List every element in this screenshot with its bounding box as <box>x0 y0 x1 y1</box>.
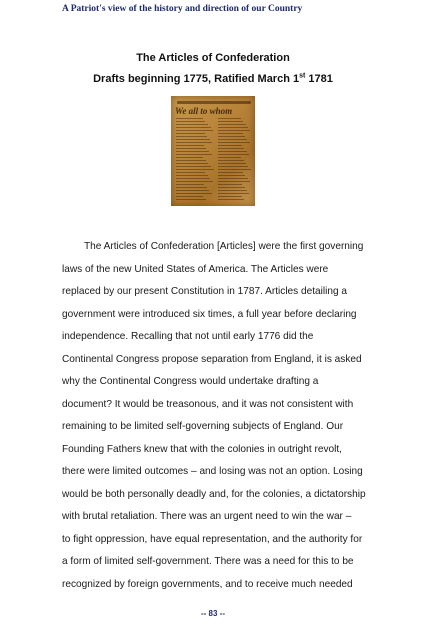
script-line <box>218 142 250 143</box>
script-line <box>176 175 208 176</box>
articles-document-image <box>171 96 255 206</box>
body-line: The Articles of Confederation [Articles] were the first governing <box>84 241 364 252</box>
script-line <box>176 160 206 161</box>
script-line <box>218 118 241 119</box>
script-line <box>176 124 208 125</box>
script-line <box>218 154 249 155</box>
script-line <box>218 169 251 170</box>
body-text <box>62 236 380 596</box>
body-line: would be both personally deadly and, for the colonies, a dictatorship <box>62 488 366 500</box>
script-line <box>218 178 248 179</box>
subtitle-superscript: st <box>299 72 306 80</box>
body-line: government were introduced six times, a full year before declaring <box>62 308 357 320</box>
script-line <box>176 145 204 146</box>
script-line <box>218 193 249 194</box>
script-line <box>218 145 242 146</box>
script-line <box>176 166 211 167</box>
script-line <box>218 184 242 185</box>
body-line: a form of limited self-government. There was a need for this to be <box>62 556 354 567</box>
body-line: Founding Fathers knew that with the colonies in outright revolt, <box>62 443 342 455</box>
body-line: why the Continental Congress would undertake drafting a <box>62 376 319 387</box>
script-line <box>218 187 245 188</box>
script-line <box>176 163 208 164</box>
page-number: -- 83 -- <box>201 609 225 618</box>
script-line <box>218 160 244 161</box>
document-text-column-right <box>218 118 251 202</box>
script-line <box>218 124 246 125</box>
script-line <box>176 133 205 134</box>
script-line <box>218 136 245 137</box>
script-line <box>176 127 211 128</box>
script-line <box>218 151 247 152</box>
script-line <box>218 130 250 131</box>
script-line <box>218 121 243 122</box>
script-line <box>218 172 243 173</box>
script-line <box>218 133 243 134</box>
subtitle-year: 1781 <box>305 73 333 85</box>
body-line: with brutal retaliation. There was an urgent need to win the war – <box>62 511 352 522</box>
script-line <box>176 139 210 140</box>
script-line <box>218 139 247 140</box>
script-line <box>176 148 206 149</box>
document-text-column-left <box>176 118 214 202</box>
script-line <box>176 130 213 131</box>
script-line <box>176 172 205 173</box>
script-line <box>176 178 210 179</box>
body-line: laws of the new United States of America. The Articles were <box>62 263 329 275</box>
script-line <box>176 121 205 122</box>
page-title: The Articles of Confederation <box>136 52 290 64</box>
script-line <box>176 136 207 137</box>
subtitle-main: Drafts beginning 1775, Ratified March 1 <box>93 73 300 85</box>
script-line <box>176 151 209 152</box>
script-line <box>176 193 212 194</box>
script-line <box>218 163 246 164</box>
script-line <box>218 148 244 149</box>
script-line <box>176 157 203 158</box>
script-line <box>176 184 204 185</box>
script-line <box>176 154 212 155</box>
script-line <box>176 181 213 182</box>
script-line <box>218 157 241 158</box>
script-line <box>218 190 247 191</box>
script-line <box>176 199 206 200</box>
body-line: recognized by foreign governments, and to receive much needed <box>62 578 353 590</box>
body-line: to fight oppression, have equal representation, and the authority for <box>62 533 363 545</box>
script-line <box>218 127 248 128</box>
script-line <box>218 181 250 182</box>
body-line: Continental Congress propose separation from England, it is asked <box>62 353 362 365</box>
script-line <box>176 187 207 188</box>
body-line: independence. Recalling that not until early 1776 did the <box>62 331 314 342</box>
script-line <box>218 196 242 197</box>
script-line <box>176 196 203 197</box>
document-heading-line <box>177 101 251 104</box>
script-line <box>176 142 212 143</box>
script-line <box>176 118 203 119</box>
script-line <box>176 169 214 170</box>
script-line <box>218 166 248 167</box>
body-line: there were limited outcomes – and losing was not an option. Losing <box>62 466 363 477</box>
body-line: remaining to be limited self-governing subjects of England. Our <box>62 421 344 432</box>
body-line: document? It would be treasonous, and it was not consistent with <box>62 398 354 410</box>
page-subtitle <box>0 73 426 85</box>
body-line: replaced by our present Constitution in 1787. Articles detailing a <box>62 286 348 297</box>
script-line <box>218 175 245 176</box>
running-header: A Patriot's view of the history and direction of our Country <box>62 4 303 14</box>
script-line <box>176 190 209 191</box>
script-line <box>218 199 244 200</box>
document-opening-script: We all to whom <box>175 106 233 116</box>
